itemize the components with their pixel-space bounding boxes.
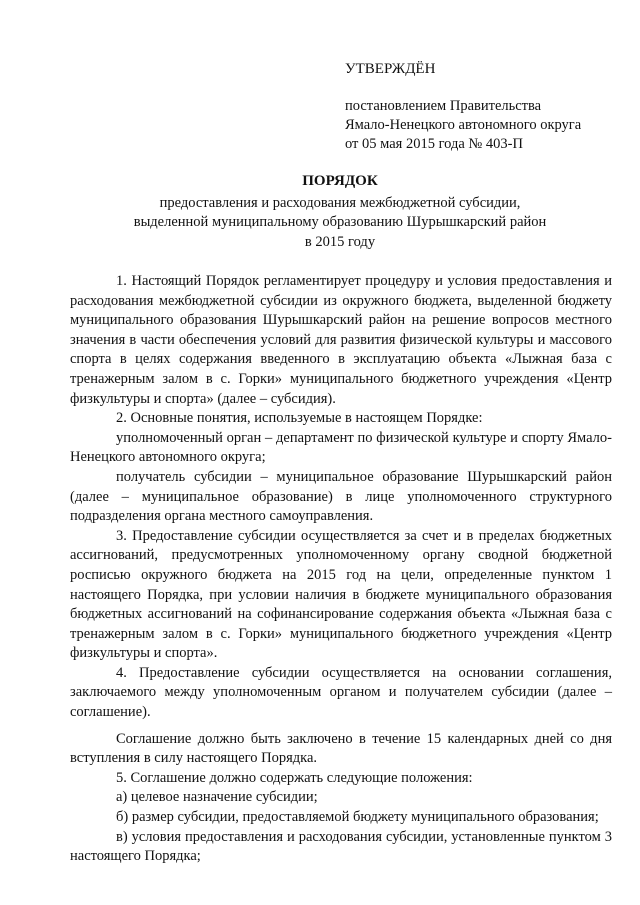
- document-subtitle: выделенной муниципальному образованию Шурышкарский район: [133, 214, 547, 230]
- document-title-block: [40, 172, 640, 252]
- document-body: [70, 272, 612, 867]
- paragraph: 4. Предоставление субсидии осуществляется на основании соглашения, заключаемого между уполномоченным органом и получателем субсидии (далее – соглашение).: [70, 664, 612, 721]
- approval-block: [345, 60, 625, 154]
- paragraph: получатель субсидии – муниципальное образование Шурышкарский район (далее – муниципальное образование) в лице уполномоченного структурного подразделения органа местного самоуправления.: [70, 468, 612, 525]
- approval-heading: УТВЕРЖДЁН: [345, 61, 436, 77]
- document-subtitle: предоставления и расходования межбюджетной субсидии,: [159, 194, 521, 211]
- paragraph: в) условия предоставления и расходования субсидии, установленные пунктом 3 настоящего Порядка;: [70, 828, 612, 865]
- paragraph: б) размер субсидии, предоставляемой бюджету муниципального образования;: [116, 809, 599, 826]
- paragraph: 3. Предоставление субсидии осуществляется за счет и в пределах бюджетных ассигнований, предусмотренных уполномоченному органу сводной бюджетной росписью окружного бюджета на 2015 год на цели, определенные пунктом 1 настоящего Порядка, при условии наличия в бюджете муниципального образования бюджетных ассигнований на софинансирование содержания объекта «Лыжная база с тренажерным залом в с. Горки» муниципального бюджетного учреждения «Центр физкультуры и спорта».: [70, 527, 612, 662]
- document-title: ПОРЯДОК: [302, 173, 378, 189]
- approval-line: Ямало-Ненецкого автономного округа: [345, 117, 582, 133]
- paragraph: 1. Настоящий Порядок регламентирует процедуру и условия предоставления и расходования межбюджетной субсидии из окружного бюджета, выделенной бюджету муниципального образования Шурышкарский район на решение вопросов местного значения в части обеспечения условий для развития физической культуры и массового спорта в целях содержания введенного в эксплуатацию объекта «Лыжная база с тренажерным залом в с. Горки» муниципального бюджетного учреждения «Центр физкультуры и спорта» (далее – субсидия).: [70, 273, 612, 407]
- paragraph: уполномоченный орган – департамент по физической культуре и спорту Ямало-Ненецкого автономного округа;: [70, 429, 612, 466]
- paragraph: Соглашение должно быть заключено в течение 15 календарных дней со дня вступления в силу настоящего Порядка.: [70, 730, 612, 767]
- document-subtitle: в 2015 году: [304, 233, 376, 250]
- paragraph: а) целевое назначение субсидии;: [116, 789, 318, 806]
- approval-line: от 05 мая 2015 года № 403-П: [345, 136, 523, 152]
- approval-line: постановлением Правительства: [345, 98, 542, 114]
- paragraph: 2. Основные понятия, используемые в настоящем Порядке:: [116, 410, 483, 427]
- paragraph: 5. Соглашение должно содержать следующие положения:: [116, 769, 473, 786]
